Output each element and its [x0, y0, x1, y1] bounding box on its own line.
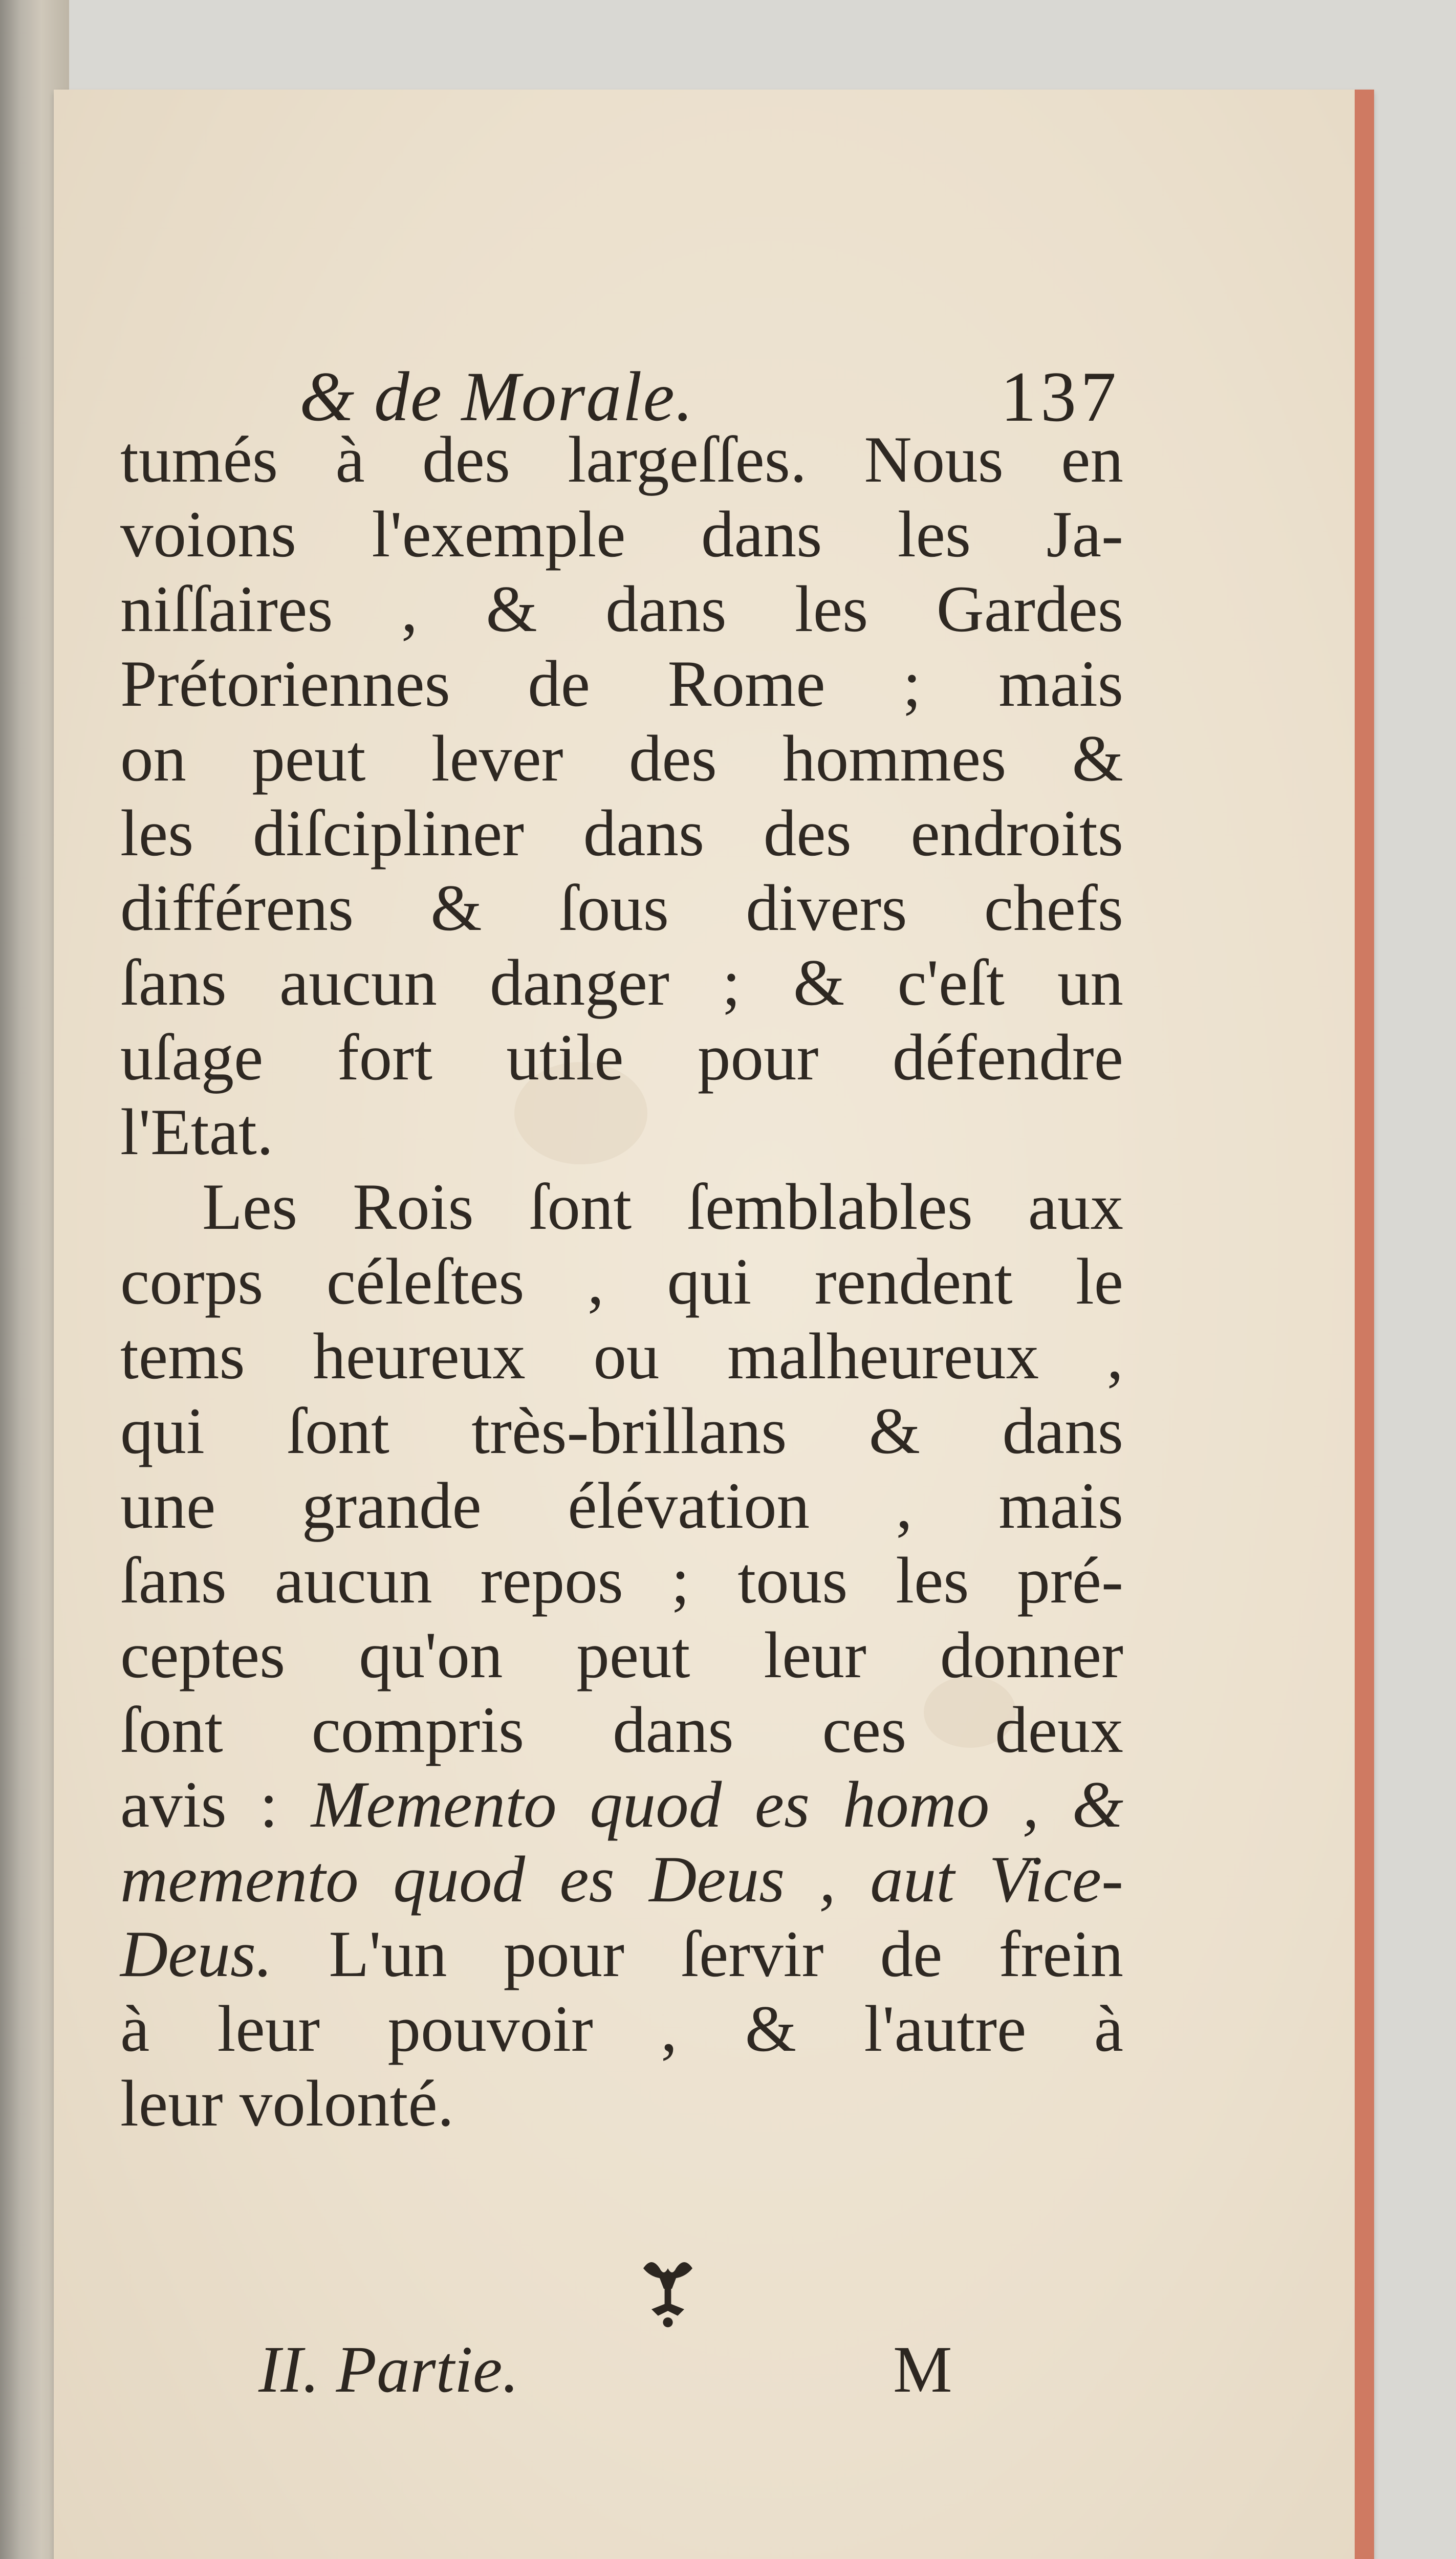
- running-head: & de Morale.: [299, 357, 694, 436]
- text-line: une grande élévation , mais: [120, 1469, 1123, 1542]
- signature-mark: II. Partie.: [258, 2333, 519, 2406]
- latin-quote-line: memento quod es Deus , aut Vice-: [120, 1842, 1123, 1916]
- text-line: Les Rois ſont ſemblables aux: [202, 1170, 1123, 1243]
- latin-quote: Deus.: [120, 1917, 273, 1990]
- latin-quote: Memento quod es homo , &: [311, 1768, 1124, 1841]
- body-text: [120, 422, 1123, 2141]
- text-line: uſage fort utile pour défendre: [120, 1021, 1123, 1094]
- text-line: [120, 1917, 1123, 1991]
- paragraph: [120, 1169, 1123, 2141]
- page-number: 137: [1001, 357, 1120, 437]
- text-line: tumés à des largeſſes. Nous en: [120, 423, 1123, 496]
- text-line: ſans aucun repos ; tous les pré-: [120, 1544, 1123, 1617]
- text-line: niſſaires , & dans les Gardes: [120, 572, 1123, 645]
- roman-text: L'un pour ſervir de frein: [272, 1917, 1123, 1990]
- text-line: tems heureux ou malheureux ,: [120, 1319, 1123, 1393]
- text-line: [120, 1767, 1123, 1842]
- roman-text: avis :: [120, 1768, 311, 1841]
- text-line: qui ſont très-brillans & dans: [120, 1394, 1123, 1467]
- text-line: ceptes qu'on peut leur donner: [120, 1618, 1123, 1691]
- text-line: Prétoriennes de Rome ; mais: [120, 647, 1123, 720]
- text-line: à leur pouvoir , & l'autre à: [120, 1992, 1123, 2065]
- text-line: voions l'exemple dans les Ja-: [120, 497, 1123, 571]
- text-line: corps céleſtes , qui rendent le: [120, 1245, 1123, 1318]
- text-line: on peut lever des hommes &: [120, 722, 1123, 795]
- catchword: M: [893, 2333, 952, 2406]
- text-line: leur volonté.: [120, 2067, 454, 2140]
- fleuron-icon: [627, 2252, 709, 2334]
- text-line: ſans aucun danger ; & c'eſt un: [120, 946, 1123, 1019]
- book-page: [54, 90, 1374, 2559]
- paragraph: [120, 422, 1123, 1169]
- text-line: les diſcipliner dans des endroits: [120, 796, 1123, 870]
- text-line: l'Etat.: [120, 1095, 274, 1168]
- text-line: ſont compris dans ces deux: [120, 1693, 1123, 1766]
- text-line: différens & ſous divers chefs: [120, 871, 1123, 944]
